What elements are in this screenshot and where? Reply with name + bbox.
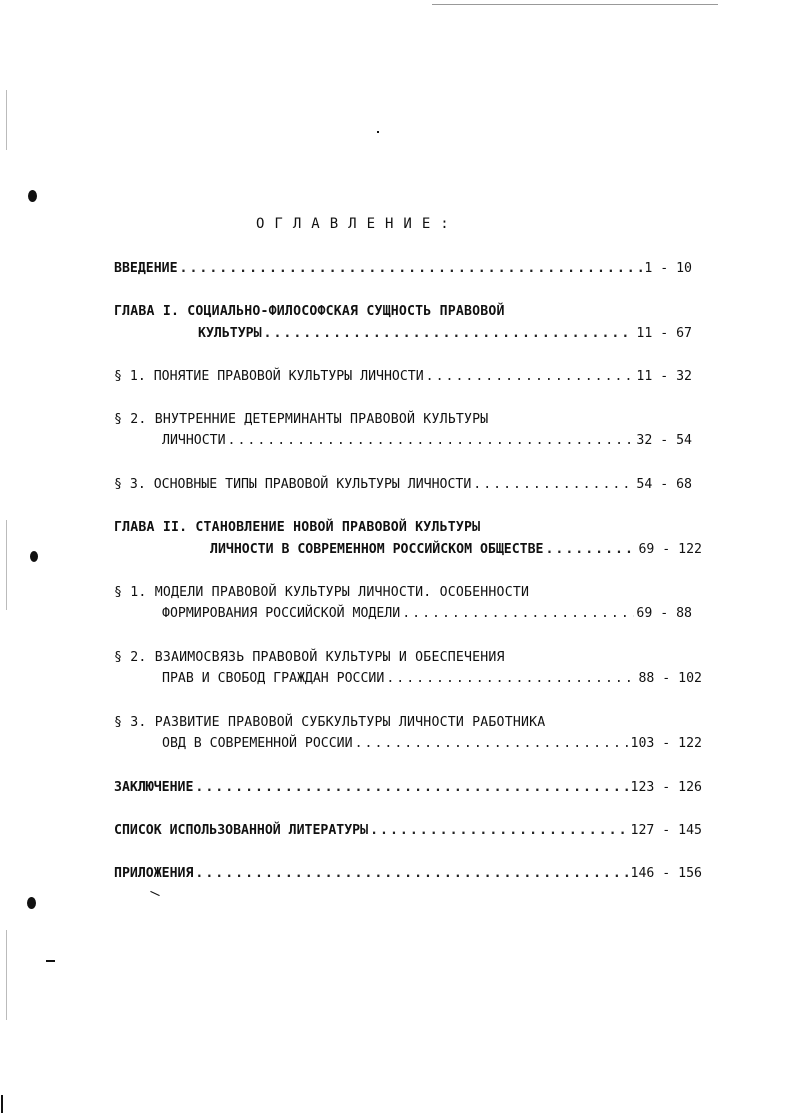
toc-section-title: § 3. РАЗВИТИЕ ПРАВОВОЙ СУБКУЛЬТУРЫ ЛИЧНОСТИ РАБОТНИКА	[114, 715, 546, 730]
toc-leader	[195, 780, 628, 796]
toc-entry-label: ЛИЧНОСТИ В СОВРЕМЕННОМ РОССИЙСКОМ ОБЩЕСТВЕ	[210, 542, 544, 557]
toc-entry-label: ВВЕДЕНИЕ	[114, 261, 178, 276]
toc-entry-pages: 11 - 32	[636, 369, 692, 384]
toc-leader	[426, 369, 635, 385]
page-title: ОГЛАВЛЕНИЕ:	[256, 216, 459, 232]
toc-entry	[210, 542, 702, 558]
scan-speck	[377, 131, 379, 133]
toc-entry-pages: 88 - 102	[638, 671, 702, 686]
toc-section-title: § 1. МОДЕЛИ ПРАВОВОЙ КУЛЬТУРЫ ЛИЧНОСТИ. ОСОБЕННОСТИ	[114, 585, 530, 600]
scan-speck	[46, 960, 55, 962]
toc-leader	[355, 736, 629, 752]
scan-margin-line	[6, 90, 7, 150]
toc-entry-pages: 11 - 67	[636, 326, 692, 341]
toc-leader	[180, 261, 643, 277]
punch-hole-mark	[27, 897, 36, 909]
toc-leader	[264, 326, 635, 342]
toc-entry-pages: 146 - 156	[630, 866, 702, 881]
toc-entry	[114, 261, 692, 277]
scan-edge-line	[432, 4, 718, 5]
toc-entry	[162, 736, 702, 752]
toc-entry-label: ЛИЧНОСТИ	[162, 433, 226, 448]
toc-entry	[114, 780, 702, 796]
toc-entry-label: ЗАКЛЮЧЕНИЕ	[114, 780, 194, 795]
toc-entry-label: КУЛЬТУРЫ	[198, 326, 262, 341]
toc-entry-pages: 123 - 126	[630, 780, 702, 795]
toc-entry-pages: 32 - 54	[636, 433, 692, 448]
scan-speck	[150, 891, 159, 896]
scan-speck	[1, 1095, 3, 1113]
toc-entry-pages: 127 - 145	[630, 823, 702, 838]
toc-entry	[114, 477, 692, 493]
toc-entry	[114, 866, 702, 882]
toc-leader	[473, 477, 634, 493]
toc-entry-label: § 1. ПОНЯТИЕ ПРАВОВОЙ КУЛЬТУРЫ ЛИЧНОСТИ	[114, 369, 424, 384]
toc-entry	[114, 369, 692, 385]
toc-entry-label: ПРАВ И СВОБОД ГРАЖДАН РОССИИ	[162, 671, 385, 686]
toc-entry-pages: 1 - 10	[644, 261, 692, 276]
toc-entry	[162, 433, 692, 449]
toc-entry-pages: 69 - 122	[638, 542, 702, 557]
toc-entry	[114, 823, 702, 839]
toc-chapter-title: ГЛАВА II. СТАНОВЛЕНИЕ НОВОЙ ПРАВОВОЙ КУЛЬТУРЫ	[114, 520, 481, 535]
toc-entry-label: ОВД В СОВРЕМЕННОЙ РОССИИ	[162, 736, 353, 751]
toc-entry	[162, 671, 702, 687]
toc-leader	[195, 866, 628, 882]
scan-margin-line	[6, 520, 7, 610]
toc-entry	[198, 326, 692, 342]
toc-entry	[162, 606, 692, 622]
punch-hole-mark	[30, 551, 38, 562]
toc-entry-label: ФОРМИРОВАНИЯ РОССИЙСКОЙ МОДЕЛИ	[162, 606, 401, 621]
toc-section-title: § 2. ВНУТРЕННИЕ ДЕТЕРМИНАНТЫ ПРАВОВОЙ КУЛЬТУРЫ	[114, 412, 489, 427]
toc-leader	[386, 671, 636, 687]
toc-leader	[228, 433, 635, 449]
toc-leader	[545, 542, 636, 558]
scan-margin-line	[6, 930, 7, 1020]
toc-entry-pages: 69 - 88	[636, 606, 692, 621]
toc-leader	[370, 823, 628, 839]
toc-entry-label: СПИСОК ИСПОЛЬЗОВАННОЙ ЛИТЕРАТУРЫ	[114, 823, 369, 838]
toc-entry-pages: 103 - 122	[630, 736, 702, 751]
toc-chapter-title: ГЛАВА I. СОЦИАЛЬНО-ФИЛОСОФСКАЯ СУЩНОСТЬ ПРАВОВОЙ	[114, 304, 505, 319]
toc-leader	[402, 606, 634, 622]
toc-entry-pages: 54 - 68	[636, 477, 692, 492]
punch-hole-mark	[28, 190, 37, 202]
toc-section-title: § 2. ВЗАИМОСВЯЗЬ ПРАВОВОЙ КУЛЬТУРЫ И ОБЕСПЕЧЕНИЯ	[114, 650, 505, 665]
toc-entry-label: ПРИЛОЖЕНИЯ	[114, 866, 194, 881]
toc-entry-label: § 3. ОСНОВНЫЕ ТИПЫ ПРАВОВОЙ КУЛЬТУРЫ ЛИЧНОСТИ	[114, 477, 472, 492]
